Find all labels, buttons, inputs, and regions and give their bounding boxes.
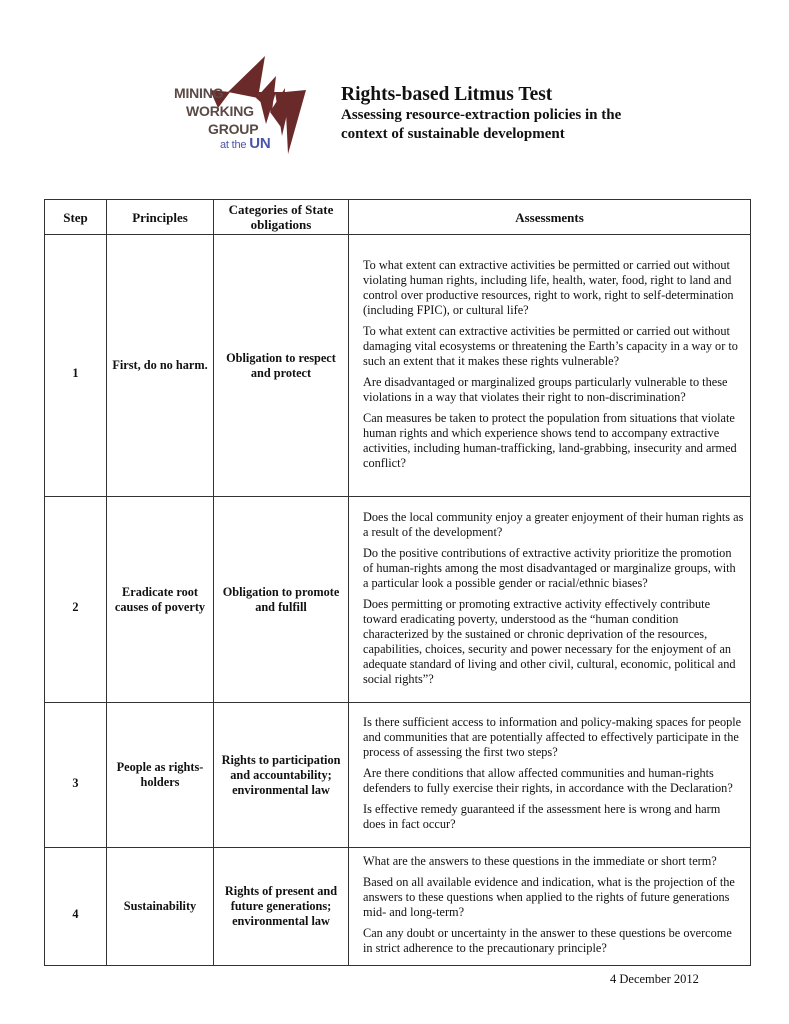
step-cell (45, 848, 107, 966)
column-header-categories: Categories of State obligations (214, 200, 349, 235)
principle-cell: Sustainability (107, 848, 214, 966)
principle-cell: First, do no harm. (107, 235, 214, 497)
document-subtitle-line-2: context of sustainable development (341, 126, 565, 142)
assessment-question: Are there conditions that allow affected communities and human-rights defenders to fully exercise their rights, in accordance with the Declaration? (363, 766, 733, 795)
step-number: 3 (72, 775, 79, 790)
assessment-question: Are disadvantaged or marginalized groups particularly vulnerable to these violations in a way that violates their right to non-discrimination? (363, 374, 728, 404)
logo-line-group: GROUP (208, 121, 259, 137)
step-number: 1 (72, 366, 79, 380)
table-row (45, 497, 751, 703)
category-cell: Obligation to promote and fulfill (214, 497, 349, 703)
assessment-question: Does the local community enjoy a greater enjoyment of their human rights as a result of the development? (363, 509, 744, 539)
logo-un: UN (249, 135, 271, 152)
document-date: 4 December 2012 (610, 972, 699, 986)
step-number: 2 (72, 600, 79, 614)
step-cell (45, 703, 107, 848)
category-cell: Rights to participation and accountability; environmental law (214, 703, 349, 848)
assessment-question: Does permitting or promoting extractive activity effectively contribute toward eradicating poverty, understood as the “human condition characterized by the sustained or chronic deprivation of the resources, capabilities, choices, security and power necessary for the enjoyment of an adequate standard of living and other civil, cultural, economic, political and social rights”? (363, 596, 736, 686)
column-header-principles: Principles (107, 200, 214, 235)
assessment-question: Is effective remedy guaranteed if the assessment here is wrong and harm does in fact occur? (363, 802, 721, 831)
assessment-question: To what extent can extractive activities be permitted or carried out without damaging vital ecosystems or threatening the Earth’s capacity in a way or to such an extent that it makes these rights vulnerable? (363, 323, 738, 368)
step-cell (45, 235, 107, 497)
assessments-cell (349, 497, 751, 703)
assessments-cell (349, 703, 751, 848)
category-cell: Obligation to respect and protect (214, 235, 349, 497)
mining-working-group-logo (170, 52, 310, 157)
column-header-assessments: Assessments (349, 200, 751, 235)
step-cell (45, 497, 107, 703)
assessments-cell (349, 235, 751, 497)
principle-cell: Eradicate root causes of poverty (107, 497, 214, 703)
assessment-question: Do the positive contributions of extractive activity prioritize the promotion of human-rights among the most disadvantaged or marginalize groups, with a particular look a possible gender or racial/ethnic biases? (363, 545, 736, 590)
assessments-cell (349, 848, 751, 966)
assessment-question: Can any doubt or uncertainty in the answer to these questions be overcome in strict adherence to the precautionary principle? (363, 926, 732, 955)
category-cell: Rights of present and future generations; environmental law (214, 848, 349, 966)
assessment-question: What are the answers to these questions in the immediate or short term? (363, 854, 717, 868)
logo-line-at-the-un (220, 136, 270, 151)
column-header-step: Step (45, 200, 107, 235)
table-row (45, 848, 751, 966)
assessment-question: Based on all available evidence and indication, what is the projection of the answers to these questions when applied to the rights of future generations mid- and long-term? (363, 875, 735, 919)
assessment-question: Is there sufficient access to information and policy-making spaces for people and communities that are potentially affected to effectively participate in the process of assessing the first two steps? (363, 715, 742, 759)
document-header (341, 84, 621, 144)
logo-at-the: at the (220, 139, 247, 151)
document-subtitle-line-1: Assessing resource-extraction policies in the (341, 107, 622, 123)
step-number: 4 (72, 907, 79, 921)
table-row (45, 703, 751, 848)
logo-line-mining: MINING (174, 85, 224, 101)
table-header-row (45, 200, 751, 235)
logo-line-working: WORKING (186, 103, 254, 119)
assessment-question: To what extent can extractive activities be permitted or carried out without violating human rights, including life, health, water, food, right to land and control over productive resources, right to work, right to self-determination (including FPIC), or cultural life? (363, 257, 734, 317)
document-title: Rights-based Litmus Test (341, 84, 553, 105)
assessment-question: Can measures be taken to protect the population from situations that violate human rights and which experience shows tend to accompany extractive activities, including human-trafficking, land-grabbing, insecurity and armed conflict? (363, 410, 737, 470)
litmus-test-table (44, 199, 751, 966)
table-row (45, 235, 751, 497)
principle-cell: People as rights-holders (107, 703, 214, 848)
